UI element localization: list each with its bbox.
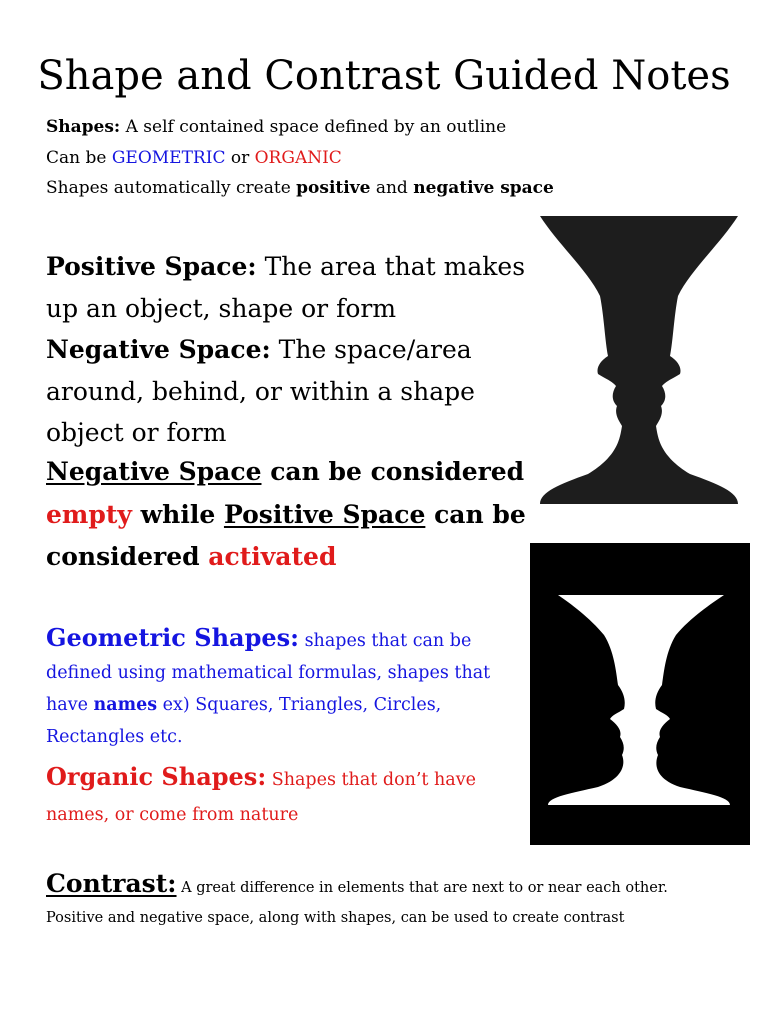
can-be-text: Can be	[46, 147, 112, 168]
black-vase-faces-illustration	[540, 216, 738, 504]
positive-space-underlined: Positive Space	[223, 499, 426, 529]
considered-text: considered	[46, 542, 209, 571]
statement-line-1	[46, 451, 536, 494]
negative-space-definition	[46, 329, 536, 454]
shape-types-line	[46, 143, 686, 174]
geometric-definition-1: shapes that can be defined using mathematical formulas, shapes that have	[46, 631, 491, 715]
black-vase-shape	[540, 216, 738, 504]
and-text: and	[370, 178, 414, 198]
organic-definition: Shapes that don’t have names, or come from nature	[46, 770, 476, 825]
shapes-definition: A self contained space defined by an outline	[120, 117, 507, 137]
or-text: or	[225, 147, 255, 168]
negative-space-term: Negative Space:	[46, 335, 271, 364]
shapes-definition-line	[46, 112, 686, 143]
statement-line-2	[46, 494, 536, 537]
organic-shapes-term: Organic Shapes:	[46, 762, 267, 791]
positive-space-text: The area that makes up an object, shape or form	[46, 252, 526, 323]
contrast-definition	[46, 864, 736, 908]
geometric-shapes-definition	[46, 622, 536, 753]
shapes-term: Shapes:	[46, 117, 121, 137]
organic-word: ORGANIC	[254, 147, 342, 168]
organic-shapes-definition	[46, 759, 536, 833]
negative-space-text: The space/area around, behind, or within a shape object or form	[46, 335, 475, 447]
space-statement	[46, 451, 536, 579]
while-text: while	[131, 499, 224, 529]
contrast-definition-text: A great difference in elements that are next to or near each other.	[176, 880, 668, 896]
negative-space-underlined: Negative Space	[46, 457, 262, 486]
statement-text-2: can be	[425, 499, 526, 529]
contrast-note: Positive and negative space, along with shapes, can be used to create contrast	[46, 910, 625, 926]
white-vase-faces-illustration	[530, 543, 750, 845]
activated-word: activated	[208, 542, 337, 571]
space-definitions	[46, 246, 536, 454]
geometric-shapes-term: Geometric Shapes:	[46, 623, 300, 652]
geometric-definition-2: ex) Squares, Triangles, Circles, Rectangles etc.	[46, 695, 442, 747]
names-word: names	[93, 695, 158, 715]
empty-word: empty	[46, 499, 132, 529]
page-title: Shape and Contrast Guided Notes	[37, 53, 731, 99]
positive-space-term: Positive Space:	[46, 252, 257, 281]
intro-section	[46, 112, 686, 204]
space-creation-line	[46, 173, 686, 204]
statement-text-1: can be considered	[261, 457, 525, 486]
positive-space-definition	[46, 246, 536, 329]
geometric-word: GEOMETRIC	[111, 147, 226, 168]
statement-line-3	[46, 536, 536, 579]
negative-space-words: negative space	[413, 178, 554, 198]
positive-word: positive	[296, 178, 371, 198]
space-creation-text: Shapes automatically create	[46, 178, 297, 198]
organic-shapes-section	[46, 759, 536, 833]
contrast-section	[46, 864, 736, 928]
contrast-term: Contrast:	[46, 869, 177, 898]
geometric-shapes-section	[46, 622, 536, 753]
